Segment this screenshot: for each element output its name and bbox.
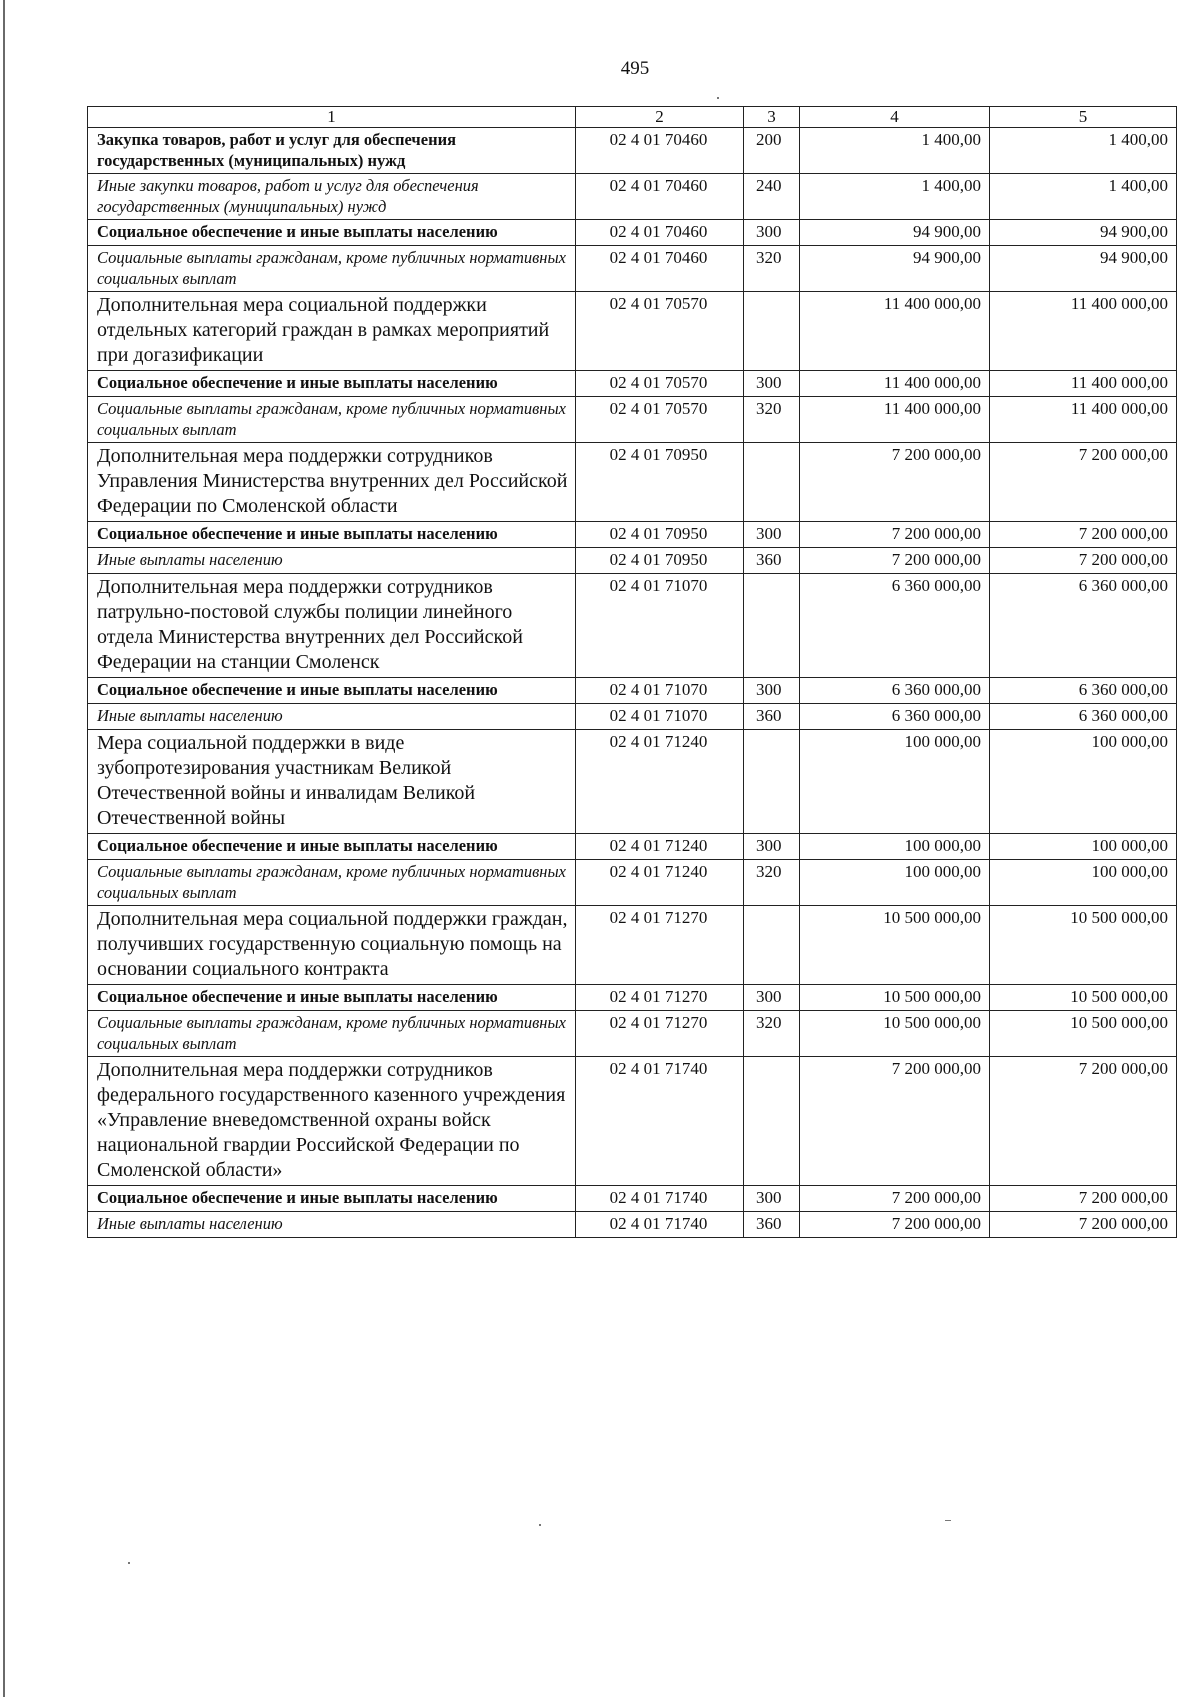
table-row bbox=[88, 906, 1177, 985]
scan-speck bbox=[128, 1562, 130, 1564]
row-code-cell: 02 4 01 71240 bbox=[576, 860, 744, 906]
budget-table-body bbox=[88, 107, 1177, 1238]
row-sum-2-cell: 7 200 000,00 bbox=[990, 1057, 1177, 1186]
row-sum-1-cell: 94 900,00 bbox=[800, 246, 990, 292]
row-type-cell: 320 bbox=[744, 860, 800, 906]
column-number-3: 3 bbox=[744, 107, 800, 128]
column-number-4: 4 bbox=[800, 107, 990, 128]
row-type-cell: 360 bbox=[744, 704, 800, 730]
table-row bbox=[88, 985, 1177, 1011]
row-name-cell: Дополнительная мера поддержки сотрудников федерального государственного казенного учреждения «Управление вневедомственной охраны войск национальной гвардии Российской Федерации по Смоленской области» bbox=[88, 1057, 576, 1186]
row-name-cell: Дополнительная мера социальной поддержки отдельных категорий граждан в рамках мероприятий при догазификации bbox=[88, 292, 576, 371]
row-name-cell: Дополнительная мера поддержки сотрудников патрульно-постовой службы полиции линейного отдела Министерства внутренних дел Российской Федерации на станции Смоленск bbox=[88, 574, 576, 678]
row-type-cell bbox=[744, 730, 800, 834]
table-row bbox=[88, 730, 1177, 834]
scan-left-edge bbox=[3, 0, 5, 1697]
row-sum-2-cell: 94 900,00 bbox=[990, 220, 1177, 246]
table-row bbox=[88, 548, 1177, 574]
row-type-cell bbox=[744, 443, 800, 522]
row-type-cell: 320 bbox=[744, 1011, 800, 1057]
row-code-cell: 02 4 01 70950 bbox=[576, 443, 744, 522]
table-row bbox=[88, 397, 1177, 443]
row-sum-2-cell: 6 360 000,00 bbox=[990, 574, 1177, 678]
row-code-cell: 02 4 01 70460 bbox=[576, 220, 744, 246]
row-name-cell: Мера социальной поддержки в виде зубопротезирования участникам Великой Отечественной войны и инвалидам Великой Отечественной войны bbox=[88, 730, 576, 834]
row-name-cell: Социальные выплаты гражданам, кроме публичных нормативных социальных выплат bbox=[88, 246, 576, 292]
row-type-cell bbox=[744, 1057, 800, 1186]
row-sum-1-cell: 100 000,00 bbox=[800, 730, 990, 834]
row-code-cell: 02 4 01 71270 bbox=[576, 985, 744, 1011]
row-sum-2-cell: 1 400,00 bbox=[990, 174, 1177, 220]
row-sum-2-cell: 7 200 000,00 bbox=[990, 443, 1177, 522]
table-row bbox=[88, 860, 1177, 906]
row-name-cell: Иные закупки товаров, работ и услуг для обеспечения государственных (муниципальных) нужд bbox=[88, 174, 576, 220]
row-code-cell: 02 4 01 70570 bbox=[576, 397, 744, 443]
row-name-cell: Дополнительная мера поддержки сотрудников Управления Министерства внутренних дел Российской Федерации по Смоленской области bbox=[88, 443, 576, 522]
row-name-cell: Иные выплаты населению bbox=[88, 548, 576, 574]
row-code-cell: 02 4 01 70950 bbox=[576, 522, 744, 548]
row-sum-1-cell: 10 500 000,00 bbox=[800, 1011, 990, 1057]
row-type-cell: 300 bbox=[744, 522, 800, 548]
row-type-cell: 300 bbox=[744, 371, 800, 397]
row-sum-1-cell: 6 360 000,00 bbox=[800, 704, 990, 730]
row-code-cell: 02 4 01 71240 bbox=[576, 834, 744, 860]
row-sum-2-cell: 7 200 000,00 bbox=[990, 548, 1177, 574]
scan-speck bbox=[945, 1520, 951, 1521]
row-code-cell: 02 4 01 70460 bbox=[576, 174, 744, 220]
table-row bbox=[88, 834, 1177, 860]
row-code-cell: 02 4 01 71740 bbox=[576, 1186, 744, 1212]
table-row bbox=[88, 292, 1177, 371]
row-code-cell: 02 4 01 71240 bbox=[576, 730, 744, 834]
row-sum-2-cell: 10 500 000,00 bbox=[990, 1011, 1177, 1057]
row-sum-2-cell: 10 500 000,00 bbox=[990, 985, 1177, 1011]
row-sum-1-cell: 100 000,00 bbox=[800, 834, 990, 860]
row-sum-2-cell: 7 200 000,00 bbox=[990, 1212, 1177, 1238]
table-row bbox=[88, 1212, 1177, 1238]
row-name-cell: Социальные выплаты гражданам, кроме публичных нормативных социальных выплат bbox=[88, 860, 576, 906]
row-name-cell: Социальное обеспечение и иные выплаты населению bbox=[88, 985, 576, 1011]
row-name-cell: Иные выплаты населению bbox=[88, 1212, 576, 1238]
row-type-cell: 320 bbox=[744, 397, 800, 443]
row-type-cell bbox=[744, 906, 800, 985]
row-sum-1-cell: 100 000,00 bbox=[800, 860, 990, 906]
column-number-1: 1 bbox=[88, 107, 576, 128]
row-sum-2-cell: 11 400 000,00 bbox=[990, 371, 1177, 397]
row-sum-1-cell: 1 400,00 bbox=[800, 174, 990, 220]
table-row bbox=[88, 704, 1177, 730]
row-sum-1-cell: 7 200 000,00 bbox=[800, 1186, 990, 1212]
row-type-cell: 300 bbox=[744, 678, 800, 704]
row-name-cell: Дополнительная мера социальной поддержки граждан, получивших государственную социальную помощь на основании социального контракта bbox=[88, 906, 576, 985]
column-number-row bbox=[88, 107, 1177, 128]
row-sum-1-cell: 11 400 000,00 bbox=[800, 397, 990, 443]
row-sum-1-cell: 10 500 000,00 bbox=[800, 985, 990, 1011]
row-code-cell: 02 4 01 71070 bbox=[576, 704, 744, 730]
row-name-cell: Социальное обеспечение и иные выплаты населению bbox=[88, 678, 576, 704]
table-row bbox=[88, 220, 1177, 246]
table-row bbox=[88, 522, 1177, 548]
row-name-cell: Социальное обеспечение и иные выплаты населению bbox=[88, 371, 576, 397]
row-sum-1-cell: 11 400 000,00 bbox=[800, 292, 990, 371]
row-sum-1-cell: 7 200 000,00 bbox=[800, 522, 990, 548]
row-code-cell: 02 4 01 71270 bbox=[576, 1011, 744, 1057]
row-type-cell bbox=[744, 292, 800, 371]
row-type-cell: 300 bbox=[744, 220, 800, 246]
row-sum-2-cell: 1 400,00 bbox=[990, 128, 1177, 174]
table-row bbox=[88, 1057, 1177, 1186]
row-sum-1-cell: 10 500 000,00 bbox=[800, 906, 990, 985]
scan-speck bbox=[717, 97, 719, 99]
row-sum-2-cell: 7 200 000,00 bbox=[990, 522, 1177, 548]
table-row bbox=[88, 128, 1177, 174]
table-row bbox=[88, 443, 1177, 522]
row-sum-1-cell: 1 400,00 bbox=[800, 128, 990, 174]
row-sum-2-cell: 11 400 000,00 bbox=[990, 397, 1177, 443]
row-name-cell: Социальное обеспечение и иные выплаты населению bbox=[88, 834, 576, 860]
table-row bbox=[88, 246, 1177, 292]
row-code-cell: 02 4 01 71070 bbox=[576, 574, 744, 678]
row-code-cell: 02 4 01 70950 bbox=[576, 548, 744, 574]
row-name-cell: Социальные выплаты гражданам, кроме публичных нормативных социальных выплат bbox=[88, 1011, 576, 1057]
budget-table bbox=[87, 106, 1177, 1238]
row-sum-1-cell: 6 360 000,00 bbox=[800, 678, 990, 704]
page-number: 495 bbox=[620, 58, 650, 79]
row-name-cell: Иные выплаты населению bbox=[88, 704, 576, 730]
row-type-cell: 300 bbox=[744, 834, 800, 860]
row-name-cell: Социальное обеспечение и иные выплаты населению bbox=[88, 1186, 576, 1212]
row-sum-1-cell: 94 900,00 bbox=[800, 220, 990, 246]
column-number-5: 5 bbox=[990, 107, 1177, 128]
table-row bbox=[88, 1011, 1177, 1057]
row-name-cell: Социальное обеспечение и иные выплаты населению bbox=[88, 220, 576, 246]
row-sum-2-cell: 100 000,00 bbox=[990, 834, 1177, 860]
row-code-cell: 02 4 01 71070 bbox=[576, 678, 744, 704]
row-sum-2-cell: 6 360 000,00 bbox=[990, 704, 1177, 730]
row-code-cell: 02 4 01 70570 bbox=[576, 292, 744, 371]
row-type-cell: 200 bbox=[744, 128, 800, 174]
row-name-cell: Социальные выплаты гражданам, кроме публичных нормативных социальных выплат bbox=[88, 397, 576, 443]
table-row bbox=[88, 574, 1177, 678]
row-sum-2-cell: 100 000,00 bbox=[990, 730, 1177, 834]
row-sum-1-cell: 7 200 000,00 bbox=[800, 1212, 990, 1238]
row-code-cell: 02 4 01 70460 bbox=[576, 246, 744, 292]
table-row bbox=[88, 678, 1177, 704]
row-type-cell: 360 bbox=[744, 548, 800, 574]
row-sum-2-cell: 6 360 000,00 bbox=[990, 678, 1177, 704]
row-code-cell: 02 4 01 70460 bbox=[576, 128, 744, 174]
row-code-cell: 02 4 01 70570 bbox=[576, 371, 744, 397]
row-type-cell: 300 bbox=[744, 985, 800, 1011]
row-sum-2-cell: 10 500 000,00 bbox=[990, 906, 1177, 985]
row-type-cell: 300 bbox=[744, 1186, 800, 1212]
row-sum-1-cell: 7 200 000,00 bbox=[800, 443, 990, 522]
scan-speck bbox=[539, 1524, 541, 1526]
row-sum-1-cell: 7 200 000,00 bbox=[800, 548, 990, 574]
row-type-cell: 320 bbox=[744, 246, 800, 292]
row-sum-1-cell: 7 200 000,00 bbox=[800, 1057, 990, 1186]
table-row bbox=[88, 371, 1177, 397]
row-code-cell: 02 4 01 71740 bbox=[576, 1212, 744, 1238]
row-sum-2-cell: 100 000,00 bbox=[990, 860, 1177, 906]
row-code-cell: 02 4 01 71270 bbox=[576, 906, 744, 985]
row-sum-2-cell: 94 900,00 bbox=[990, 246, 1177, 292]
row-type-cell: 240 bbox=[744, 174, 800, 220]
row-code-cell: 02 4 01 71740 bbox=[576, 1057, 744, 1186]
row-sum-2-cell: 11 400 000,00 bbox=[990, 292, 1177, 371]
row-sum-1-cell: 6 360 000,00 bbox=[800, 574, 990, 678]
row-sum-1-cell: 11 400 000,00 bbox=[800, 371, 990, 397]
table-row bbox=[88, 174, 1177, 220]
row-name-cell: Социальное обеспечение и иные выплаты населению bbox=[88, 522, 576, 548]
column-number-2: 2 bbox=[576, 107, 744, 128]
row-type-cell bbox=[744, 574, 800, 678]
row-type-cell: 360 bbox=[744, 1212, 800, 1238]
table-row bbox=[88, 1186, 1177, 1212]
row-name-cell: Закупка товаров, работ и услуг для обеспечения государственных (муниципальных) нужд bbox=[88, 128, 576, 174]
row-sum-2-cell: 7 200 000,00 bbox=[990, 1186, 1177, 1212]
